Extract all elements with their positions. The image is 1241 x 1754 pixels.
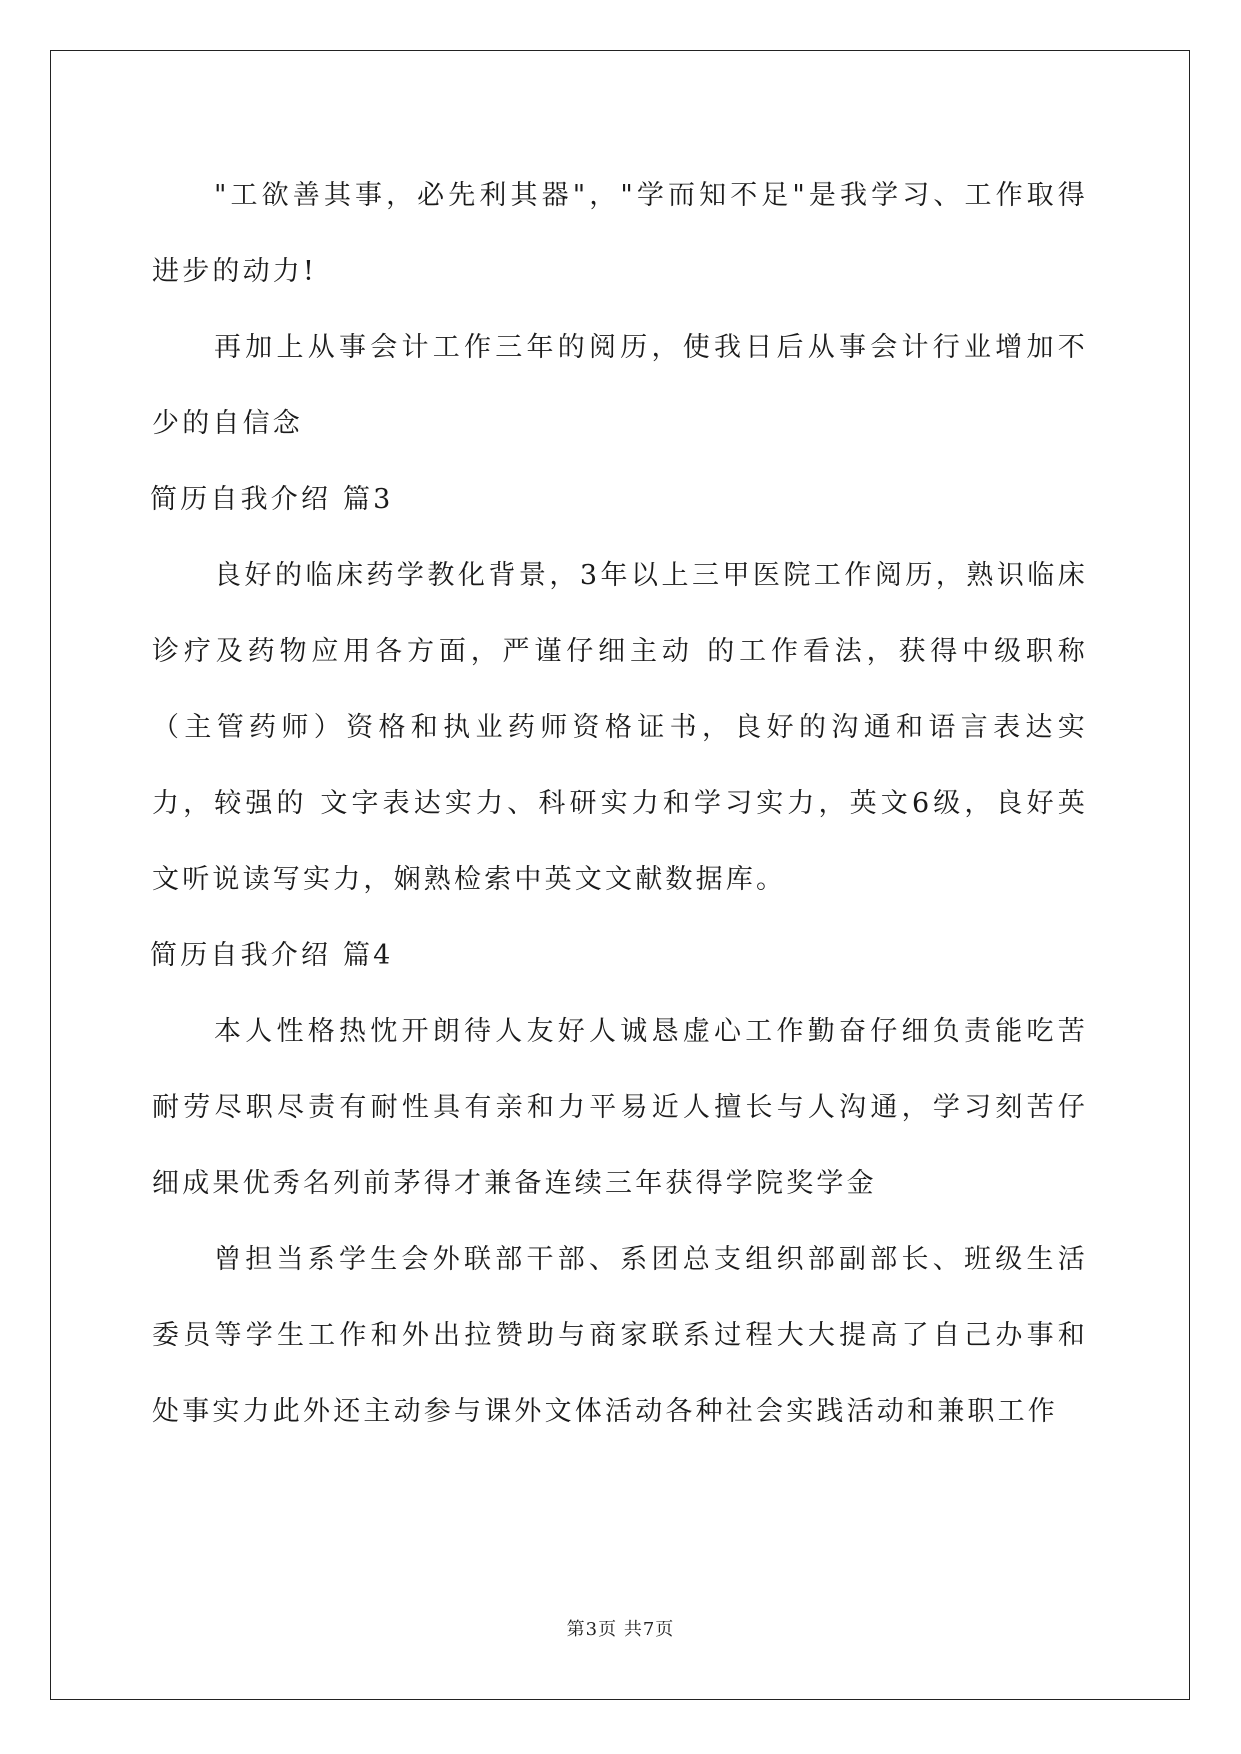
paragraph: 再加上从事会计工作三年的阅历，使我日后从事会计行业增加不少的自信念 xyxy=(152,332,1088,439)
paragraph: 曾担当系学生会外联部干部、系团总支组织部副部长、班级生活委员等学生工作和外出拉赞助与商家联系过程大大提高了自己办事和处事实力此外还主动参与课外文体活动各种社会实践活动和兼职工作 xyxy=(152,1244,1088,1427)
paragraph: "工欲善其事，必先利其器"，"学而知不足"是我学习、工作取得进步的动力! xyxy=(152,180,1088,287)
paragraph: 本人性格热忱开朗待人友好人诚恳虚心工作勤奋仔细负责能吃苦耐劳尽职尽责有耐性具有亲和力平易近人擅长与人沟通，学习刻苦仔细成果优秀名列前茅得才兼备连续三年获得学院奖学金 xyxy=(152,1016,1088,1199)
section-heading: 简历自我介绍 篇3 xyxy=(150,484,394,515)
paragraph: 良好的临床药学教化背景，3年以上三甲医院工作阅历，熟识临床诊疗及药物应用各方面，严谨仔细主动 的工作看法，获得中级职称（主管药师）资格和执业药师资格证书，良好的沟通和语言表达实力，较强的 文字表达实力、科研实力和学习实力，英文6级，良好英文听说读写实力，娴熟检索中英文文献数据库。 xyxy=(152,560,1088,895)
section-heading: 简历自我介绍 篇4 xyxy=(150,940,394,971)
document-body xyxy=(152,158,1088,1450)
page-number-footer: 第3页 共7页 xyxy=(566,1619,675,1640)
